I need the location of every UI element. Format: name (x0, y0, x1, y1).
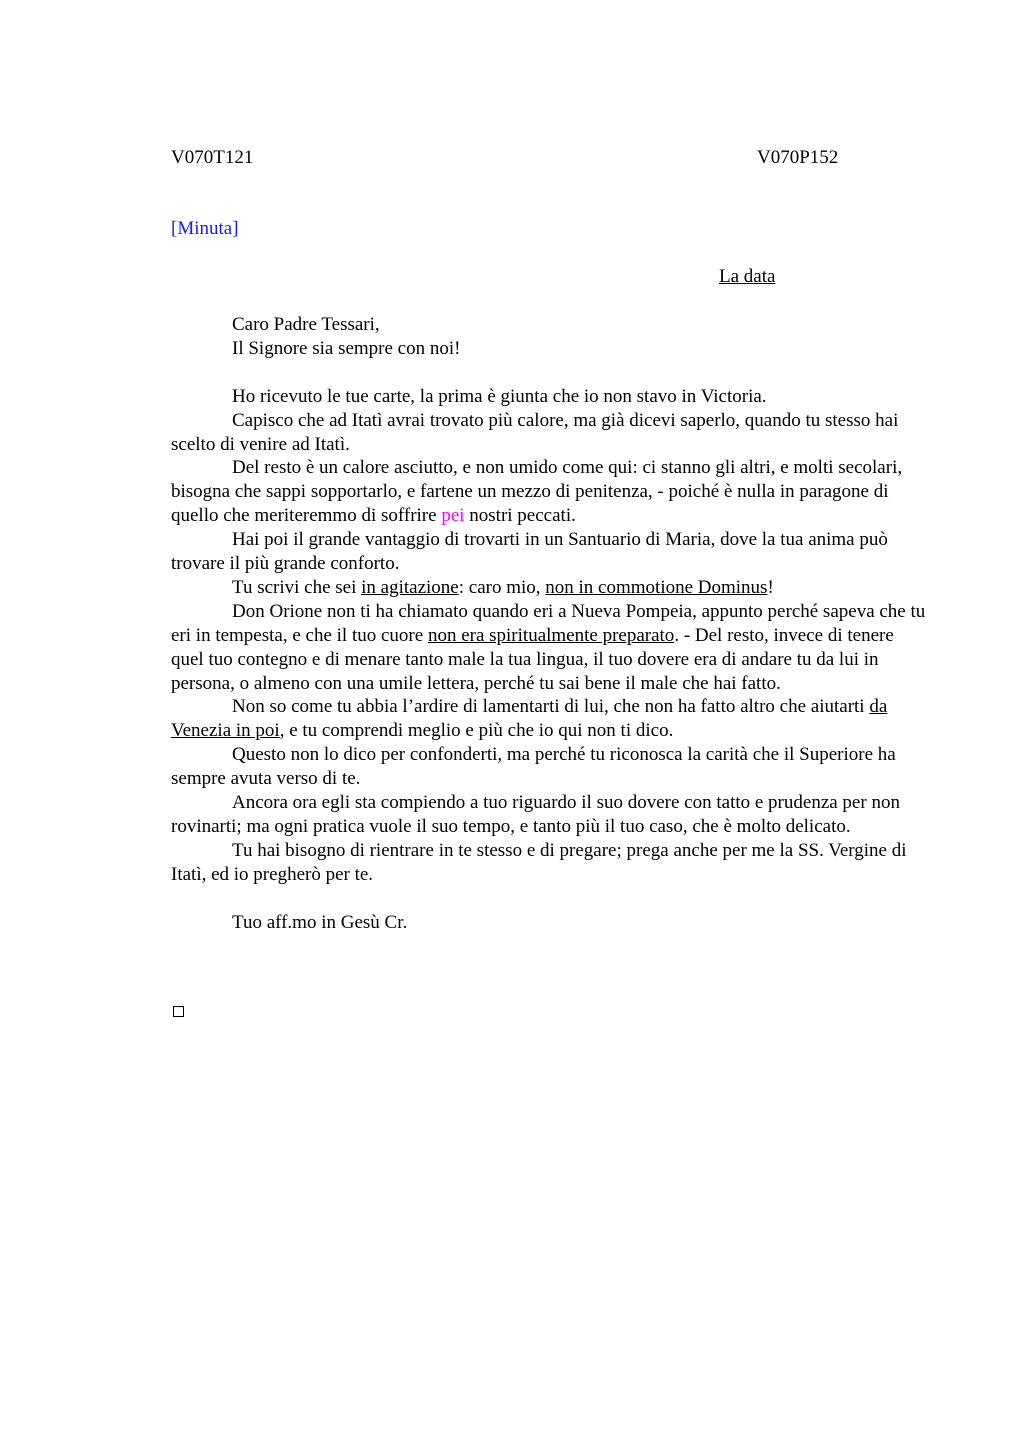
paragraph-8: Questo non lo dico per confonderti, ma perché tu riconosca la carità che il Superiore ha sempre avuta verso di te. (171, 744, 896, 790)
highlighted-word: pei (441, 505, 465, 527)
paragraph-5-text-a: Tu scrivi che sei (232, 576, 362, 598)
paragraph-5-text-c: ! (767, 576, 774, 598)
document-ref-right: V070P152 (757, 147, 839, 168)
paragraph-4: Hai poi il grande vantaggio di trovarti in un Santuario di Maria, dove la tua anima può trovare il più grande conforto. (171, 529, 888, 575)
paragraph-6-text-b: . - Del resto, invece di tenere quel tuo contegno e di menare tanto male la tua lingua, il tuo dovere era di andare tu da lui in persona, o almeno con una umile lettera, perché tu sai bene il male che hai fatto. (171, 624, 894, 694)
paragraph-6-text-a: Don Orione non ti ha chiamato quando eri a Nueva Pompeia, appunto perché sapeva che tu eri in tempesta, e che il tuo cuore (171, 600, 926, 646)
paragraph-gap (171, 887, 927, 911)
paragraph-6 (171, 600, 927, 696)
paragraph-7-text-b: , e tu comprendi meglio e più che io qui non ti dico. (279, 720, 674, 742)
paragraph-7 (171, 695, 927, 743)
salutation-line-2: Il Signore sia sempre con noi! (232, 337, 461, 359)
paragraph-3 (171, 456, 927, 528)
paragraph-gap (171, 361, 927, 385)
underlined-phrase: non era spiritualmente preparato (427, 624, 675, 646)
paragraph-1: Ho ricevuto le tue carte, la prima è giunta che io non stavo in Victoria. (232, 385, 767, 407)
paragraph-2: Capisco che ad Itatì avrai trovato più calore, ma già dicevi saperlo, quando tu stesso hai scelto di venire ad Itatì. (171, 409, 899, 455)
paragraph-3-text-a: Del resto è un calore asciutto, e non umido come qui: ci stanno gli altri, e molti secolari, bisogna che sappi sopportarlo, e fartene un mezzo di penitenza, - poiché è nulla in paragone di quello che meriteremmo di soffrire (171, 457, 903, 527)
underlined-phrase: in agitazione (361, 576, 459, 598)
minuta-label: [Minuta] (171, 218, 239, 239)
salutation-line-1: Caro Padre Tessari, (232, 314, 380, 335)
paragraph-9: Ancora ora egli sta compiendo a tuo riguardo il suo dovere con tatto e prudenza per non rovinarti; ma ogni pratica vuole il suo tempo, e tanto più il tuo caso, che è molto delicato. (171, 792, 900, 838)
date-placeholder: La data (719, 266, 776, 287)
checkbox-square-icon (173, 1006, 184, 1017)
underlined-phrase: da Venezia in poi (171, 696, 888, 742)
letter-body (171, 313, 927, 935)
underlined-phrase: non in commotione Dominus (545, 576, 768, 598)
paragraph-3-text-b: nostri peccati. (464, 505, 576, 527)
paragraph-5 (171, 576, 927, 600)
document-ref-left: V070T121 (171, 147, 254, 168)
paragraph-10: Tu hai bisogno di rientrare in te stesso e di pregare; prega anche per me la SS. Vergine di Itatì, ed io pregherò per te. (171, 839, 907, 885)
closing-line: Tuo aff.mo in Gesù Cr. (232, 911, 408, 933)
paragraph-5-text-b: : caro mio, (458, 576, 546, 598)
paragraph-7-text-a: Non so come tu abbia l’ardire di lamentarti di lui, che non ha fatto altro che aiutarti (232, 696, 870, 718)
